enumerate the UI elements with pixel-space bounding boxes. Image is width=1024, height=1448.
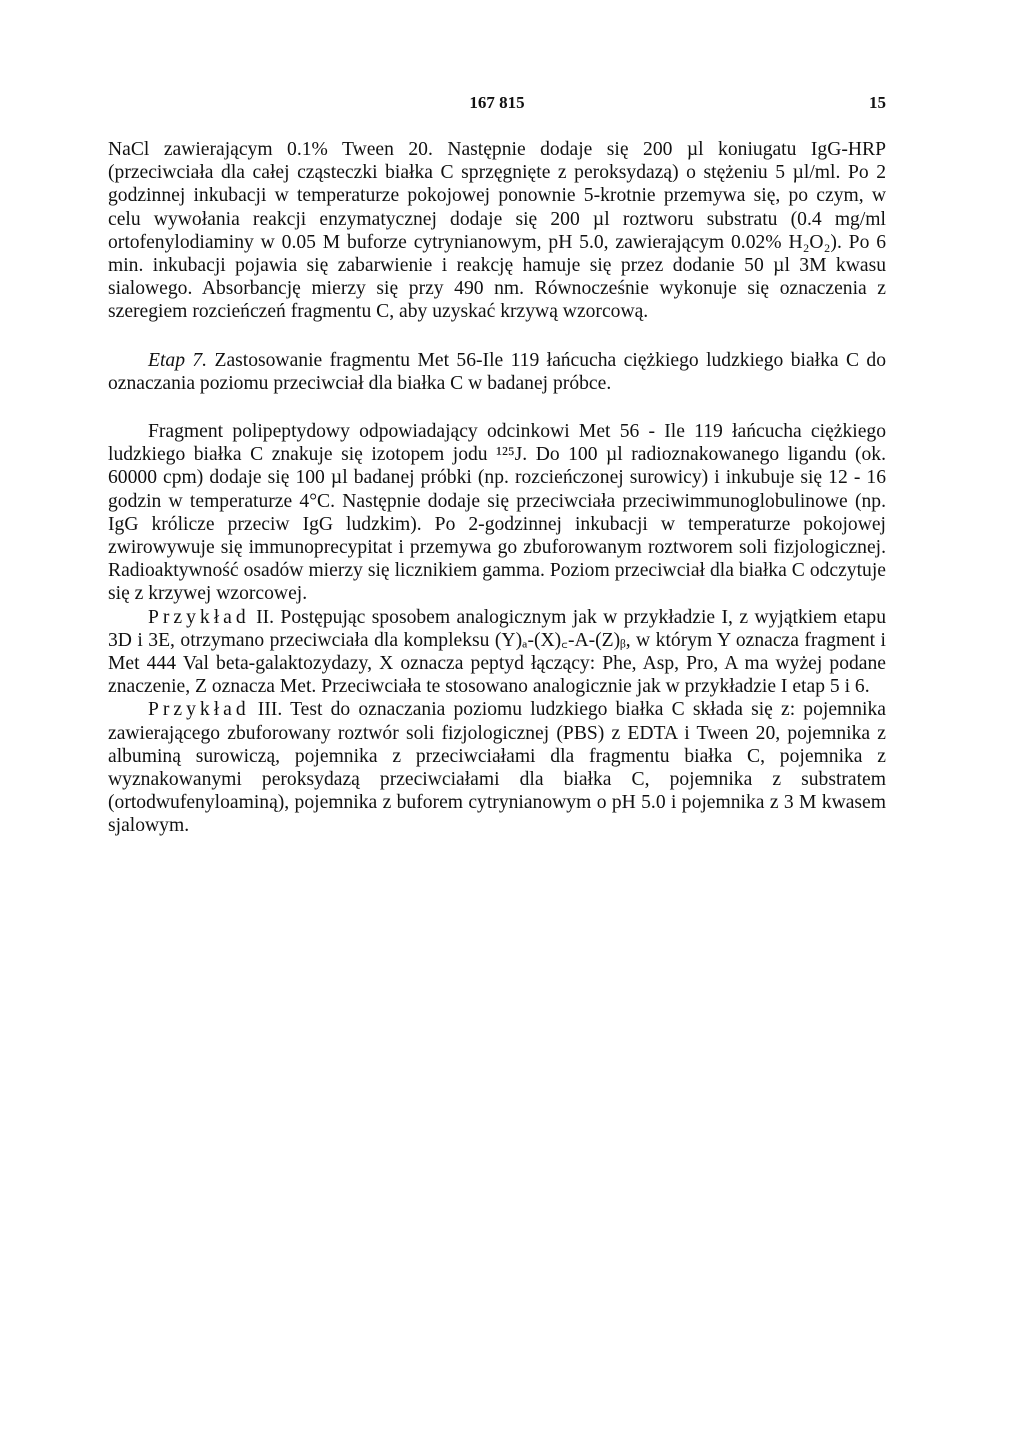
- patent-number: 167 815: [469, 93, 525, 112]
- etap-7-label: Etap 7.: [148, 349, 208, 371]
- example-3-text: III. Test do oznaczania poziomu ludzkiego białka C składa się z: pojemnika zawierającego zbuforowany roztwór soli fizjologicznej (PBS) z EDTA i Tween 20, pojemnika z albuminą surowiczą, pojemnika z przeciwciałami dla fragmentu białka C, pojemnika z wyznakowanymi peroksydazą przeciwciałami dla białka C, pojemnika z substratem (ortodwufenyloaminą), pojemnika z buforem cytrynianowym o pH 5.0 i pojemnika z 3 M kwasem sjalowym.: [108, 699, 886, 837]
- paragraph-etap-7: [108, 349, 886, 395]
- paragraph-fragment: Fragment polipeptydowy odpowiadający odcinkowi Met 56 - Ile 119 łańcucha ciężkiego ludzkiego białka C znakuje się izotopem jodu ¹²⁵J. Do 100 µl radioznakowanego ligandu (ok. 60000 cpm) dodaje się 100 µl badanej próbki (np. rozcieńczonej surowicy) i inkubuje się 12 - 16 godzin w temperaturze 4°C. Następnie dodaje się przeciwciała przeciwimmunoglobulinowe (np. IgG królicze przeciw IgG ludzkim). Po 2-godzinnej inkubacji w temperaturze pokojowej zwirowywuje się immunoprecypitat i przemywa go zbuforowanym roztworem soli fizjologicznej. Radioaktywność osadów mierzy się licznikiem gamma. Poziom przeciwciał dla białka C odczytuje się z krzywej wzorcowej.: [108, 421, 886, 605]
- etap-7-text: Zastosowanie fragmentu Met 56-Ile 119 łańcucha ciężkiego ludzkiego białka C do oznaczania poziomu przeciwciał dla białka C w badanej próbce.: [108, 349, 887, 394]
- page-header: [108, 93, 886, 117]
- paragraph-example-2: [108, 606, 886, 699]
- example-3-label: Przykład: [148, 699, 250, 721]
- document-body: [108, 138, 886, 838]
- example-2-label: Przykład: [148, 606, 250, 628]
- paragraph-continuation: NaCl zawierającym 0.1% Tween 20. Następnie dodaje się 200 µl koniugatu IgG-HRP (przeciwciała dla całej cząsteczki białka C sprzęgnięte z peroksydazą) o stężeniu 5 µl/ml. Po 2 godzinnej inkubacji w temperaturze pokojowej ponownie 5-krotnie przemywa się, po czym, w celu wywołania reakcji enzymatycznej dodaje się 200 µl roztworu substratu (0.4 mg/ml ortofenylodiaminy w 0.05 M buforze cytrynianowym, pH 5.0, zawierającym 0.02% H₂O₂). Po 6 min. inkubacji pojawia się zabarwienie i reakcję hamuje się przez dodanie 50 µl 3M kwasu sialowego. Absorbancję mierzy się przy 490 nm. Równocześnie wykonuje się oznaczenia z szeregiem rozcieńczeń fragmentu C, aby uzyskać krzywą wzorcową.: [108, 139, 886, 323]
- example-2-text: II. Postępując sposobem analogicznym jak w przykładzie I, z wyjątkiem etapu 3D i 3E, otrzymano przeciwciała dla kompleksu (Y)ₐ-(X)꜀-A-(Z)ᵦ, w którym Y oznacza fragment i Met 444 Val beta-galaktozydazy, X oznacza peptyd łączący: Phe, Asp, Pro, A ma wyżej podane znaczenie, Z oznacza Met. Przeciwciała te stosowano analogicznie jak w przykładzie I etap 5 i 6.: [108, 606, 886, 698]
- paragraph-example-3: [108, 698, 886, 837]
- page-number: 15: [869, 93, 886, 112]
